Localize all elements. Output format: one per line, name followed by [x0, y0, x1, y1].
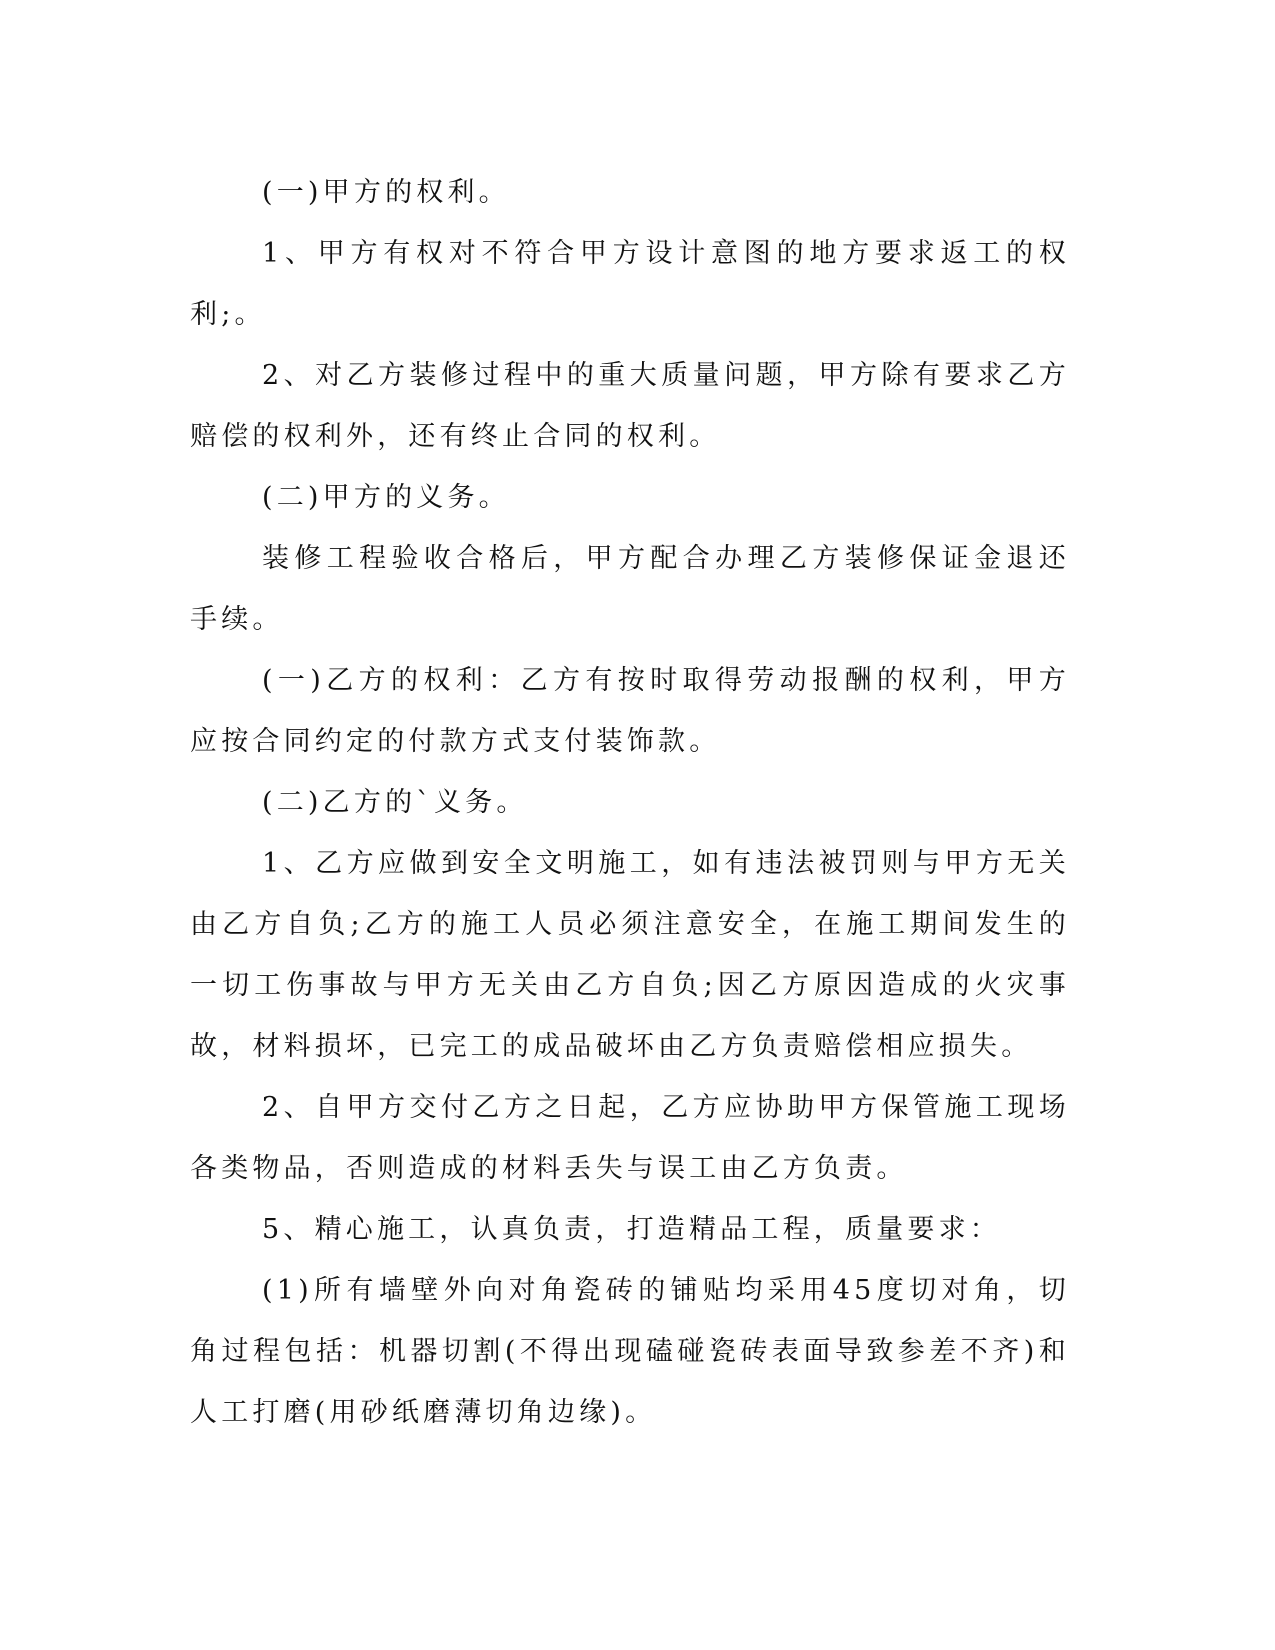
paragraph-party-b-duty-2: 2、自甲方交付乙方之日起，乙方应协助甲方保管施工现场各类物品，否则造成的材料丢失与误工由乙方负责。 — [190, 1092, 1070, 1184]
paragraph-party-a-right-1: 1、甲方有权对不符合甲方设计意图的地方要求返工的权利;。 — [190, 238, 1070, 330]
paragraph-party-a-rights-heading: (一)甲方的权利。 — [262, 177, 510, 208]
paragraph-party-b-duty-1: 1、乙方应做到安全文明施工，如有违法被罚则与甲方无关由乙方自负;乙方的施工人员必须注意安全，在施工期间发生的一切工伤事故与甲方无关由乙方自负;因乙方原因造成的火灾事故，材料损坏，已完工的成品破坏由乙方负责赔偿相应损失。 — [190, 848, 1070, 1062]
paragraph-party-a-duties-heading: (二)甲方的义务。 — [262, 482, 510, 513]
paragraph-party-b-rights: (一)乙方的权利：乙方有按时取得劳动报酬的权利，甲方应按合同约定的付款方式支付装饰款。 — [190, 665, 1070, 757]
paragraph-party-a-right-2: 2、对乙方装修过程中的重大质量问题，甲方除有要求乙方赔偿的权利外，还有终止合同的权利。 — [190, 360, 1070, 452]
paragraph-tile-corner-requirement: (1)所有墙壁外向对角瓷砖的铺贴均采用45度切对角，切角过程包括：机器切割(不得出现磕碰瓷砖表面导致参差不齐)和人工打磨(用砂纸磨薄切角边缘)。 — [190, 1275, 1070, 1428]
paragraph-party-b-duties-heading: (二)乙方的`义务。 — [262, 787, 528, 818]
document-body — [190, 162, 1070, 1443]
paragraph-quality-requirements: 5、精心施工，认真负责，打造精品工程，质量要求： — [262, 1214, 1001, 1245]
paragraph-party-a-duty: 装修工程验收合格后，甲方配合办理乙方装修保证金退还手续。 — [190, 543, 1070, 635]
